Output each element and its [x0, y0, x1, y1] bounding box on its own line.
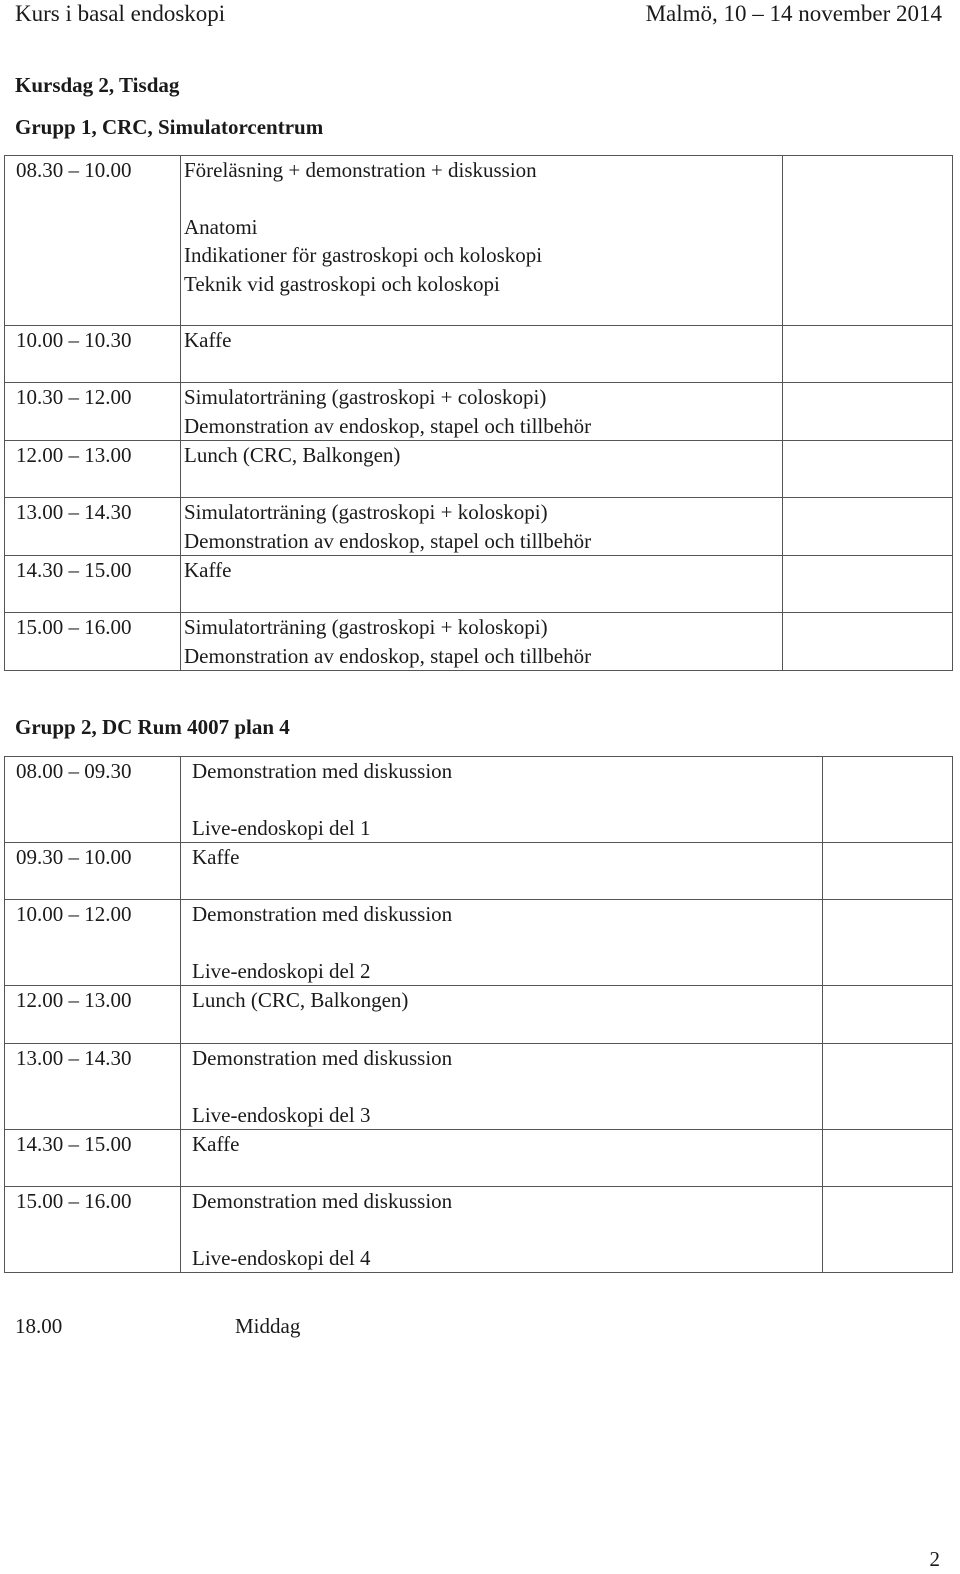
activity-cell [181, 757, 823, 843]
place-date: Malmö, 10 – 14 november 2014 [645, 1, 942, 26]
table-row [5, 1187, 953, 1273]
table-row [5, 156, 953, 326]
time-cell: 15.00 – 16.00 [5, 613, 181, 671]
activity-cell [181, 613, 783, 671]
time-cell: 12.00 – 13.00 [5, 986, 181, 1044]
activity-line: Kaffe [192, 1132, 240, 1156]
activity-line: Indikationer för gastroskopi och koloskopi [184, 243, 543, 267]
activity-line: Föreläsning + demonstration + diskussion [184, 158, 537, 182]
notes-cell [783, 156, 953, 326]
table-row [5, 986, 953, 1044]
activity-line: Live-endoskopi del 4 [192, 1245, 371, 1270]
table-row [5, 326, 953, 383]
notes-cell [783, 556, 953, 613]
group1-schedule-table [4, 155, 953, 671]
activity-line: Demonstration med diskussion [192, 1189, 453, 1213]
activity-line: Lunch (CRC, Balkongen) [192, 988, 409, 1012]
table-row [5, 556, 953, 613]
time-cell: 10.30 – 12.00 [5, 383, 181, 441]
activity-line: Teknik vid gastroskopi och koloskopi [184, 271, 500, 296]
notes-cell [783, 613, 953, 671]
activity-cell [181, 498, 783, 556]
activity-line: Live-endoskopi del 1 [192, 815, 371, 840]
notes-cell [823, 1187, 953, 1273]
activity-line: Kaffe [192, 845, 240, 869]
notes-cell [823, 900, 953, 986]
notes-cell [823, 1044, 953, 1130]
table-row [5, 757, 953, 843]
table-row [5, 613, 953, 671]
activity-line: Live-endoskopi del 3 [192, 1102, 371, 1127]
activity-line: Simulatorträning (gastroskopi + koloskopi) [184, 615, 548, 639]
time-cell: 13.00 – 14.30 [5, 498, 181, 556]
activity-line: Kaffe [184, 558, 232, 582]
activity-line: Lunch (CRC, Balkongen) [184, 443, 401, 467]
time-cell: 12.00 – 13.00 [5, 441, 181, 498]
activity-line: Demonstration av endoskop, stapel och tillbehör [184, 643, 592, 668]
table-row [5, 900, 953, 986]
time-cell: 14.30 – 15.00 [5, 556, 181, 613]
activity-cell [181, 986, 823, 1044]
activity-line: Kaffe [184, 328, 232, 352]
notes-cell [823, 843, 953, 900]
activity-cell [181, 326, 783, 383]
notes-cell [823, 1130, 953, 1187]
activity-cell [181, 156, 783, 326]
time-cell: 10.00 – 10.30 [5, 326, 181, 383]
time-cell: 14.30 – 15.00 [5, 1130, 181, 1187]
time-cell: 15.00 – 16.00 [5, 1187, 181, 1273]
group2-title: Grupp 2, DC Rum 4007 plan 4 [15, 715, 290, 739]
notes-cell [783, 383, 953, 441]
dinner-time: 18.00 [15, 1314, 63, 1338]
notes-cell [823, 986, 953, 1044]
notes-cell [783, 326, 953, 383]
activity-line: Simulatorträning (gastroskopi + koloskopi) [184, 500, 548, 524]
activity-cell [181, 1130, 823, 1187]
group1-title: Grupp 1, CRC, Simulatorcentrum [15, 115, 324, 139]
table-row [5, 1044, 953, 1130]
time-cell: 08.30 – 10.00 [5, 156, 181, 326]
page-number: 2 [929, 1547, 940, 1571]
activity-cell [181, 556, 783, 613]
table-row [5, 441, 953, 498]
activity-line: Demonstration med diskussion [192, 759, 453, 783]
table-row [5, 383, 953, 441]
activity-cell [181, 900, 823, 986]
notes-cell [783, 441, 953, 498]
activity-line: Demonstration med diskussion [192, 1046, 453, 1070]
activity-line: Live-endoskopi del 2 [192, 958, 371, 983]
table-row [5, 1130, 953, 1187]
activity-line: Simulatorträning (gastroskopi + coloskopi) [184, 385, 547, 409]
activity-line: Demonstration med diskussion [192, 902, 453, 926]
dinner-label: Middag [235, 1314, 301, 1338]
notes-cell [823, 757, 953, 843]
activity-cell [181, 843, 823, 900]
notes-cell [783, 498, 953, 556]
group2-schedule-table [4, 756, 953, 1273]
activity-line: Anatomi [184, 214, 258, 239]
course-title: Kurs i basal endoskopi [15, 1, 226, 26]
time-cell: 13.00 – 14.30 [5, 1044, 181, 1130]
time-cell: 09.30 – 10.00 [5, 843, 181, 900]
table-row [5, 498, 953, 556]
activity-line: Demonstration av endoskop, stapel och tillbehör [184, 413, 592, 438]
table-row [5, 843, 953, 900]
activity-cell [181, 441, 783, 498]
page-header [15, 0, 942, 28]
activity-cell [181, 383, 783, 441]
day-title: Kursdag 2, Tisdag [15, 73, 180, 97]
time-cell: 08.00 – 09.30 [5, 757, 181, 843]
time-cell: 10.00 – 12.00 [5, 900, 181, 986]
activity-cell [181, 1044, 823, 1130]
activity-line: Demonstration av endoskop, stapel och tillbehör [184, 528, 592, 553]
activity-cell [181, 1187, 823, 1273]
